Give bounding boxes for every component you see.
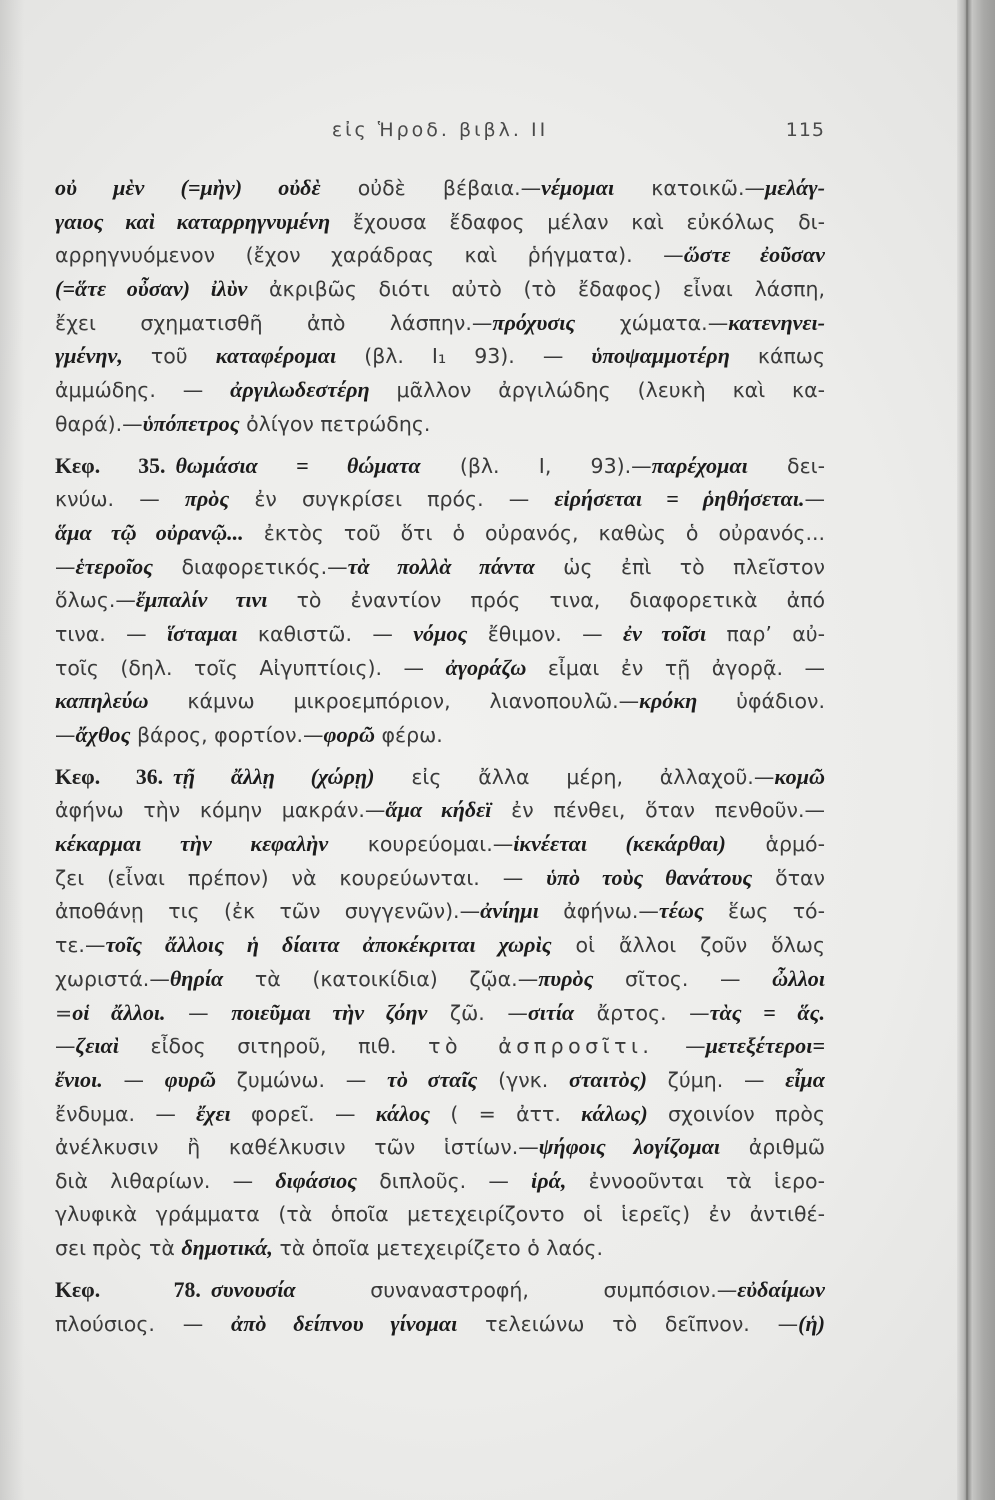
gloss-text: ἄρτος. — xyxy=(574,1000,710,1025)
page-number: 115 xyxy=(785,119,825,141)
page-edge-shadow xyxy=(957,0,995,1500)
gloss-text: σχοινίον πρὸς xyxy=(647,1101,825,1126)
gloss-text: φορεῖ. — xyxy=(230,1101,376,1126)
gloss-text: θαρά).— xyxy=(55,411,143,436)
gloss-text: ὡς ἐπὶ τὸ πλεῖστον xyxy=(534,554,825,579)
gloss-text: αρρηγνυόμενον (ἔχον χαράδρας καὶ ῥήγματα). — xyxy=(55,243,684,268)
gloss-text: φέρω. xyxy=(374,723,443,747)
running-title: εἰς Ἡροδ. βιβλ. II xyxy=(331,119,549,141)
lemma-term: δημοτικά, xyxy=(181,1235,273,1261)
gloss-text: — xyxy=(55,554,76,579)
gloss-text: ζῶ. — xyxy=(427,1000,528,1025)
lemma-term: τῇ ἄλλῃ (χώρῃ) xyxy=(173,763,375,789)
gloss-text: κουρεύομαι.— xyxy=(328,832,514,857)
gloss-text: ( = ἀττ. xyxy=(430,1101,582,1126)
lemma-term: εἰρήσεται = ῥηθήσεται. xyxy=(554,486,805,512)
gloss-text: ἔθιμον. — xyxy=(467,621,624,646)
gloss-text: δει- xyxy=(747,453,825,478)
lemma-term: ἑτεροῖος xyxy=(75,553,154,579)
gloss-text: γλυφικὰ γράμματα (τὰ ὁποῖα μετεχειρίζοντο οἱ ἱερεῖς) ἐν ἀντιθέ- xyxy=(55,1201,825,1226)
lemma-term: ὑπόπετρος xyxy=(142,410,240,436)
text-line xyxy=(55,651,825,685)
gloss-text: τελειώνω τὸ δεῖπνον. — xyxy=(457,1311,799,1336)
text-line xyxy=(55,306,825,340)
text-block xyxy=(55,171,825,1340)
text-line xyxy=(55,1307,825,1341)
gloss-text: ἔχει σχηματισθῆ ἀπὸ λάσπην.— xyxy=(55,310,493,335)
gloss-text: ἀκριβῶς διότι αὐτὸ (τὸ ἔδαφος) εἶναι λάσπη, xyxy=(247,277,825,302)
chapter-label: Κεφ. 35. xyxy=(55,453,166,478)
lemma-term: θηρία xyxy=(169,965,224,991)
lemma-term: ὑποψαμμοτέρη xyxy=(591,343,730,369)
lemma-term: μετεξέτεροι= xyxy=(705,1033,825,1059)
lemma-term: οἱ ἄλλοι. xyxy=(72,999,166,1025)
gloss-text: οἱ ἄλλοι ζοῦν ὅλως xyxy=(551,933,825,958)
text-line xyxy=(55,684,825,718)
text-line xyxy=(55,793,825,827)
lemma-term: γμένην, xyxy=(55,343,123,369)
paragraph xyxy=(55,449,825,752)
lemma-term: συνουσία xyxy=(210,1277,296,1302)
gloss-text: ἀριθμῶ xyxy=(720,1135,825,1160)
gloss-text: πλούσιος. — xyxy=(55,1311,231,1336)
lemma-term: σιτία xyxy=(527,999,575,1025)
text-line xyxy=(55,583,825,617)
gloss-text: εἶδος σιτηροῦ, πιθ. xyxy=(118,1034,429,1059)
lemma-term: ὑπὸ τοὺς θανάτους xyxy=(546,864,753,890)
gloss-text: = xyxy=(55,1000,73,1025)
lemma-term: ψήφοις λογίζομαι xyxy=(538,1134,721,1160)
gloss-text: παρ’ αὐ- xyxy=(706,621,825,646)
gloss-text: διὰ λιθαρίων. — xyxy=(55,1168,276,1193)
gloss-text: τὰ (κατοικίδια) ζῷα.— xyxy=(223,966,539,991)
lemma-term: φορῶ xyxy=(323,722,375,747)
gloss-text: κατοικῶ.— xyxy=(614,176,765,200)
lemma-term: οὐ μὲν (=μὴν) οὐδὲ xyxy=(55,175,321,200)
gloss-text: χώματα.— xyxy=(575,310,729,335)
lemma-term: τὰ πολλὰ πάντα xyxy=(347,553,535,579)
lemma-term: ποιεῦμαι τὴν ζόην xyxy=(231,999,428,1025)
text-line xyxy=(55,827,825,861)
lemma-term: ἀπὸ δείπνου γίνομαι xyxy=(231,1310,458,1336)
lemma-term: εὐδαίμων xyxy=(737,1277,825,1302)
text-line xyxy=(55,272,825,306)
text-line xyxy=(55,1273,825,1307)
text-line xyxy=(55,962,825,996)
lemma-term: νέμομαι xyxy=(541,175,615,200)
gloss-text: τοῖς (δηλ. τοῖς Αἰγυπτίοις). — xyxy=(55,655,446,680)
lemma-term: πρὸς xyxy=(184,486,230,512)
text-line xyxy=(55,339,825,373)
lemma-term: καπηλεύω xyxy=(55,688,149,714)
gloss-text: ἀποθάνῃ τις (ἐκ τῶν συγγενῶν).— xyxy=(55,899,481,924)
lemma-term: κρόκη xyxy=(639,688,698,714)
text-line xyxy=(55,373,825,407)
text-line xyxy=(55,1198,825,1232)
page-edge-line xyxy=(966,0,968,1500)
text-line xyxy=(55,861,825,895)
paragraph xyxy=(55,760,825,1265)
lemma-term: ἱρά, xyxy=(531,1167,567,1193)
gloss-text: — xyxy=(804,487,825,512)
lemma-term: τοῖς ἄλλοις ἡ δίαιτα ἀποκέκριται χωρὶς xyxy=(105,932,552,958)
gloss-text: ὅταν xyxy=(752,865,825,890)
text-line xyxy=(55,718,825,752)
gloss-text: ἐννοοῦνται τὰ ἱερο- xyxy=(566,1168,825,1193)
gloss-text: (γνκ. xyxy=(477,1067,569,1092)
gloss-text: τοῦ xyxy=(122,344,216,369)
text-line xyxy=(55,205,825,239)
gloss-text: ἕως τό- xyxy=(703,899,825,924)
lemma-term: ζειαὶ xyxy=(75,1033,119,1059)
lemma-term: ἔχει xyxy=(196,1100,231,1126)
gloss-text: (βλ. I₁ 93). — xyxy=(336,344,592,369)
lemma-term: σταιτὸς) xyxy=(569,1066,647,1092)
lemma-term: ὦλλοι xyxy=(772,965,825,991)
running-header xyxy=(55,113,825,147)
text-line xyxy=(55,1164,825,1198)
gloss-text: — xyxy=(165,1000,232,1025)
gloss-text: ἀνέλκυσιν ἢ καθέλκυσιν τῶν ἱστίων.— xyxy=(55,1135,539,1160)
lemma-term: μελάγ- xyxy=(764,175,825,200)
lemma-term: ἀνίημι xyxy=(480,898,539,924)
lemma-term: ἱκνέεται (κεκάρθαι) xyxy=(513,831,726,857)
gloss-text: κάμνω μικροεμπόριον, λιανοπουλῶ.— xyxy=(148,689,640,714)
lemma-term: παρέχομαι xyxy=(651,452,748,478)
gloss-text: (βλ. I, 93).— xyxy=(420,453,652,478)
chapter-label: Κεφ. 78. xyxy=(55,1278,201,1302)
lemma-term: ἀγοράζω xyxy=(445,654,527,680)
lemma-term: κομῶ xyxy=(774,763,825,789)
gloss-text: σει πρὸς τὰ xyxy=(55,1236,182,1261)
gloss-text: οὐδὲ βέβαια.— xyxy=(320,176,542,200)
lemma-term: κέκαρμαι τὴν κεφαλὴν xyxy=(55,831,329,857)
gloss-text: μᾶλλον ἀργιλώδης (λευκὴ καὶ κα- xyxy=(369,378,825,403)
gloss-text: σῖτος. — xyxy=(593,966,773,991)
gloss-text: ὑφάδιον. xyxy=(697,689,825,714)
gloss-text: τε.— xyxy=(55,933,106,958)
text-line xyxy=(55,928,825,962)
scan-left-shadow xyxy=(0,0,24,1500)
paragraph xyxy=(55,1273,825,1340)
lemma-term: ἵσταμαι xyxy=(167,620,238,646)
lemma-term: εἶμα xyxy=(785,1066,825,1092)
lemma-term: φυρῶ xyxy=(164,1066,216,1092)
gloss-text: διαφορετικός.— xyxy=(153,554,348,579)
spaced-text: τὸ ἀσπροσῖτι. xyxy=(428,1034,654,1059)
gloss-text: τὸ ἐναντίον πρός τινα, διαφορετικὰ ἀπό xyxy=(267,588,825,613)
lemma-term: τέως xyxy=(658,898,704,924)
gloss-text: ἔχουσα ἔδαφος μέλαν καὶ εὐκόλως δι- xyxy=(330,209,825,234)
lemma-term: ὥστε ἐοῦσαν xyxy=(683,242,825,268)
text-line xyxy=(55,996,825,1030)
gloss-text: τὰ ὁποῖα μετεχειρίζετο ὁ λαός. xyxy=(272,1236,603,1261)
gloss-text: χωριστά.— xyxy=(55,966,170,991)
lemma-term: κατενηνει- xyxy=(728,309,825,335)
gloss-text: ζει (εἶναι πρέπον) νὰ κουρεύωνται. — xyxy=(55,865,547,890)
gloss-text: βάρος, φορτίον.— xyxy=(130,723,324,747)
text-line xyxy=(55,617,825,651)
text-line xyxy=(55,1063,825,1097)
lemma-term: νόμος xyxy=(413,620,468,646)
chapter-label: Κεφ. 36. xyxy=(55,764,164,789)
gloss-text: εἶμαι ἐν τῇ ἀγορᾷ. — xyxy=(526,655,825,680)
text-line xyxy=(55,482,825,516)
text-line xyxy=(55,171,825,205)
lemma-term: διφάσιος xyxy=(275,1167,357,1193)
text-line xyxy=(55,894,825,928)
paragraph xyxy=(55,171,825,441)
lemma-term: ἅμα τῷ οὐρανῷ... xyxy=(55,519,244,545)
gloss-text: ἀφήνω.— xyxy=(538,899,659,924)
gloss-text: ἀμμώδης. — xyxy=(55,378,231,403)
lemma-term: πυρὸς xyxy=(538,965,594,991)
gloss-text: ἐν πένθει, ὅταν πενθοῦν.— xyxy=(491,798,825,823)
gloss-text: ἐκτὸς τοῦ ὅτι ὁ οὐρανός, καθὼς ὁ οὐρανός... xyxy=(243,520,825,545)
text-line xyxy=(55,238,825,272)
lemma-term: πρόχυσις xyxy=(492,309,576,335)
lemma-term: ἔνιοι. xyxy=(55,1066,103,1092)
lemma-term: κάλος xyxy=(375,1100,431,1126)
gloss-text: κνύω. — xyxy=(55,487,185,512)
gloss-text: ὀλίγον πετρώδης. xyxy=(239,411,431,436)
gloss-text: ζύμη. — xyxy=(646,1067,786,1092)
text-line xyxy=(55,1029,825,1063)
lemma-term: γαιος καὶ καταρρηγνυμένη xyxy=(55,208,331,234)
gloss-text: ἔνδυμα. — xyxy=(55,1101,197,1126)
lemma-term: θωμάσια = θώματα xyxy=(175,452,421,478)
lemma-term: ἐν τοῖσι xyxy=(623,620,707,646)
text-line xyxy=(55,1097,825,1131)
lemma-term: καταφέρομαι xyxy=(215,343,337,369)
text-line xyxy=(55,550,825,584)
text-line xyxy=(55,760,825,794)
lemma-term: τὸ σταῖς xyxy=(387,1066,478,1092)
text-line xyxy=(55,516,825,550)
gloss-text: — xyxy=(653,1034,706,1059)
gloss-text: ἀφήνω τὴν κόμην μακράν.— xyxy=(55,798,386,823)
gloss-text: εἰς ἄλλα μέρη, ἀλλαχοῦ.— xyxy=(374,764,775,789)
gloss-text: κάπως xyxy=(729,344,825,369)
gloss-text: — xyxy=(55,723,76,747)
lemma-term: κάλως) xyxy=(581,1100,648,1126)
gloss-text: τινα. — xyxy=(55,621,167,646)
gloss-text: ἁρμό- xyxy=(725,832,825,857)
lemma-term: ἔμπαλίν τινι xyxy=(135,587,268,613)
gloss-text: — xyxy=(55,1034,76,1059)
lemma-term: ἅμα κήδεϊ xyxy=(385,797,492,823)
gloss-text: καθιστῶ. — xyxy=(237,621,414,646)
lemma-term: (=ἅτε οὖσαν) ἰλὺν xyxy=(55,276,248,302)
gloss-text: — xyxy=(102,1067,165,1092)
lemma-term: (ἡ) xyxy=(798,1310,825,1336)
gloss-text: συναναστροφή, συμπόσιον.— xyxy=(295,1278,738,1302)
gloss-text: ὅλως.— xyxy=(55,588,136,613)
gloss-text: ἐν συγκρίσει πρός. — xyxy=(229,487,555,512)
text-line xyxy=(55,407,825,441)
text-line xyxy=(55,1130,825,1164)
lemma-term: ἄχθος xyxy=(75,722,131,747)
lemma-term: ἀργιλωδεστέρη xyxy=(230,377,370,403)
lemma-term: τὰς = ἅς. xyxy=(709,999,825,1025)
gloss-text: ζυμώνω. — xyxy=(215,1067,388,1092)
gloss-text: διπλοῦς. — xyxy=(357,1168,532,1193)
text-line xyxy=(55,1231,825,1265)
text-line xyxy=(55,449,825,483)
